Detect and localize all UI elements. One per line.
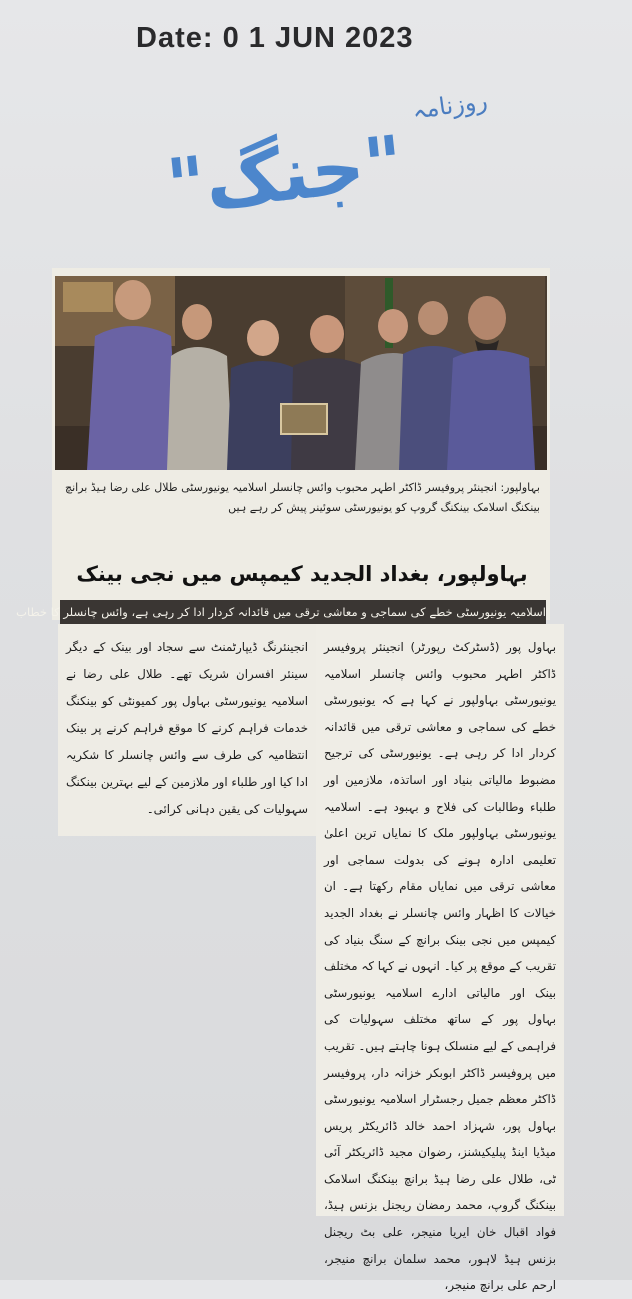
newspaper-masthead-prefix: روزنامہ bbox=[410, 86, 490, 125]
article-column-left bbox=[58, 624, 316, 836]
date-stamp: Date: 0 1 JUN 2023 bbox=[136, 22, 414, 54]
article-body-left: انجینئرنگ ڈیپارٹمنٹ سے سجاد اور بینک کے دیگر سینئر افسران شریک تھے۔ طلال علی رضا نے اسلامیہ یونیورسٹی بہاول پور کمیونٹی کو بینکنگ خدمات فراہم کرنے کا موقع فراہم کرنے پر بینک انتظامیہ کی طرف سے وائس چانسلر کا شکریہ ادا کیا اور طلباء اور ملازمین کے لیے بہترین بینکنگ سہولیات کی یقین دہانی کرائی۔ bbox=[66, 640, 308, 816]
article-subheadline: اسلامیہ یونیورسٹی خطے کی سماجی و معاشی ترقی میں قائدانہ کردار ادا کر رہی ہے، وائس چانسلر کا خطاب bbox=[60, 600, 546, 624]
news-photo bbox=[55, 276, 547, 470]
newspaper-masthead: "جنگ" bbox=[162, 119, 408, 231]
photo-caption: بہاولپور: انجینئر پروفیسر ڈاکٹر اطہر محبوب وائس چانسلر اسلامیہ یونیورسٹی طلال علی رضا ہیڈ برانچ بینکنگ اسلامک بینکنگ گروپ کو یونیورسٹی سوئینر پیش کر رہے ہیں bbox=[65, 481, 540, 514]
article-column-right bbox=[316, 624, 564, 1293]
article-headline: بہاولپور، بغداد الجدید کیمپس میں نجی بینک bbox=[76, 562, 528, 586]
article-body-right: بہاول پور (ڈسٹرکٹ رپورٹر) انجینئر پروفیسر ڈاکٹر اطہر محبوب وائس چانسلر اسلامیہ یونیورسٹی بہاولپور نے کہا ہے کہ یونیورسٹی خطے کی سماجی و معاشی ترقی میں قائدانہ کردار ادا کر رہی ہے۔ یونیورسٹی کی ترجیح مضبوط مالیاتی بنیاد اور اساتذہ، ملازمین اور طلباء وطالبات کی فلاح و بہبود ہے۔ اسلامیہ یونیورسٹی بہاولپور ملک کا نمایاں ترین اعلیٰ تعلیمی ادارہ ہونے کی بدولت سماجی اور معاشی ترقی میں نمایاں مقام رکھتا ہے۔ ان خیالات کا اظہار وائس چانسلر نے بغداد الجدید کیمپس میں نجی بینک برانچ کے سنگ بنیاد کی تقریب کے موقع پر کیا۔ انہوں نے کہا کہ مختلف بینک اور مالیاتی ادارے اسلامیہ یونیورسٹی بہاول پور کے ساتھ مختلف سہولیات کی فراہمی کے لیے منسلک ہونا چاہتے ہیں۔ تقریب میں پروفیسر ڈاکٹر ابوبکر خزانہ دار، پروفیسر ڈاکٹر معظم جمیل رجسٹرار اسلامیہ یونیورسٹی بہاول پور، شہزاد احمد خالد ڈائریکٹر پریس میڈیا اینڈ پبلیکیشنز، رضوان مجید ڈائریکٹر آئی ٹی، طلال علی رضا ہیڈ برانچ بینکنگ اسلامک بینکنگ گروپ، محمد رمضان ریجنل بزنس ہیڈ، فواد اقبال خان ایریا منیجر، علی بٹ ریجنل بزنس ہیڈ لاہور، محمد سلمان برانچ منیجر، ارحم علی برانچ منیجر، bbox=[324, 640, 556, 1293]
